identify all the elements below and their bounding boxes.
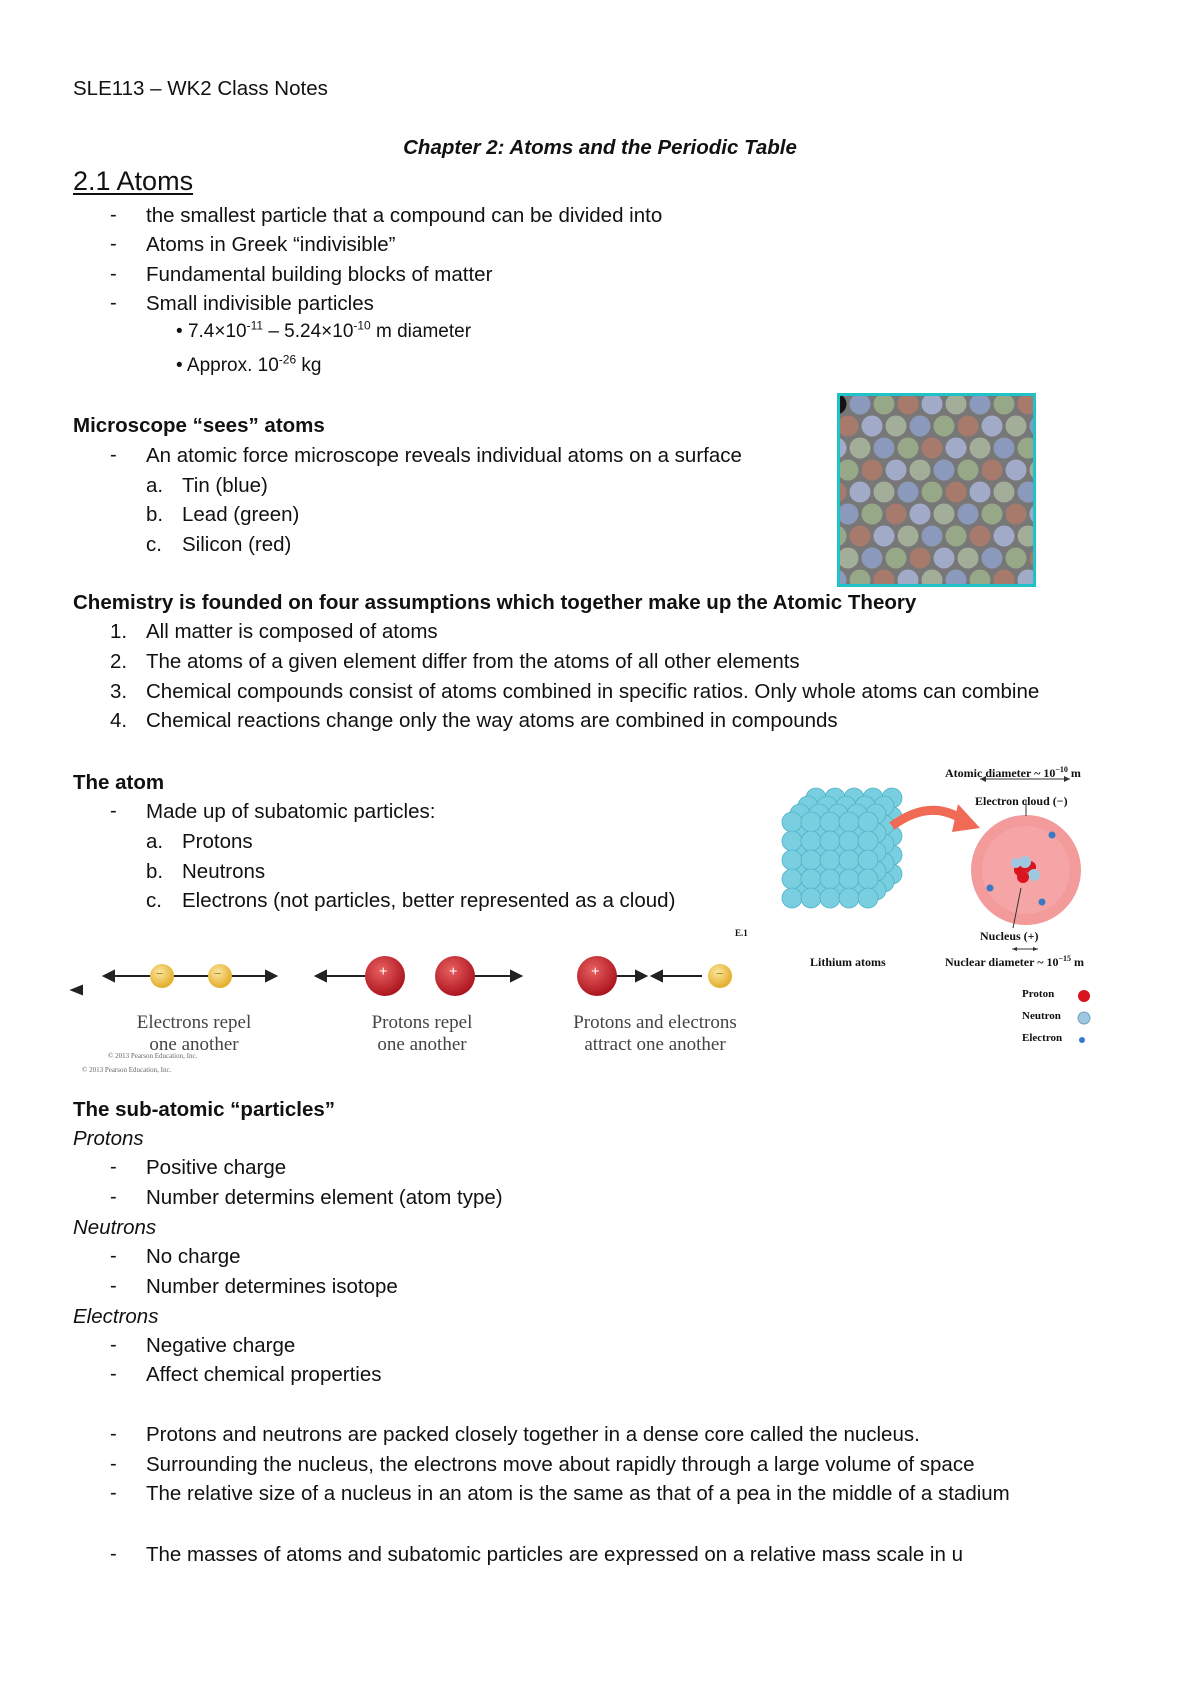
list-item: 2. The atoms of a given element differ from the atoms of all other elements bbox=[110, 650, 800, 673]
dash-marker: - bbox=[110, 444, 117, 466]
list-item: a. Tin (blue) bbox=[146, 474, 268, 497]
microscope-heading: Microscope “sees” atoms bbox=[73, 414, 325, 437]
list-item: Positive charge bbox=[146, 1156, 287, 1179]
electron-charge-label: − bbox=[716, 966, 724, 981]
neutron-mark bbox=[1011, 858, 1021, 868]
list-item: 1. All matter is composed of atoms bbox=[110, 620, 438, 643]
microscope-bullet: An atomic force microscope reveals individual atoms on a surface bbox=[146, 444, 742, 467]
list-item: Surrounding the nucleus, the electrons move about rapidly through a large volume of space bbox=[146, 1453, 975, 1476]
nuclear-diameter-label: Nuclear diameter ~ $10^{-15}$ m bbox=[945, 954, 1084, 969]
section-title: 2.1 Atoms bbox=[73, 166, 194, 196]
afm-atom-grid bbox=[840, 396, 1033, 584]
sub-bullet-mass: • Approx. $10^{-26}$ kg bbox=[176, 352, 322, 376]
legend-neutron-label: Neutron bbox=[1022, 1010, 1061, 1022]
dash-marker: - bbox=[110, 1156, 117, 1178]
electron-mark bbox=[1049, 832, 1056, 839]
subatomic-heading: The sub-atomic “particles” bbox=[73, 1098, 336, 1121]
protons-subheading: Protons bbox=[73, 1127, 144, 1150]
list-item: 4. Chemical reactions change only the way atoms are combined in compounds bbox=[110, 709, 838, 732]
list-item: b. Lead (green) bbox=[146, 503, 300, 526]
nucleus-label: Nucleus (+) bbox=[980, 929, 1039, 943]
dash-marker: - bbox=[110, 1543, 117, 1565]
copyright-note: © 2013 Pearson Education, Inc. bbox=[82, 1066, 172, 1074]
sub-bullet-diameter: • $7.4\times 10^{-11} - 5.24\times 10^{-10}$ m diameter bbox=[176, 318, 472, 342]
the-atom-heading: The atom bbox=[73, 771, 165, 794]
bullet-dot: • bbox=[176, 355, 183, 376]
list-item: a. Protons bbox=[146, 830, 253, 853]
list-item: b. Neutrons bbox=[146, 860, 266, 883]
electron-mark bbox=[987, 885, 994, 892]
dash-marker: - bbox=[110, 1186, 117, 1208]
list-item: The relative size of a nucleus in an atom is the same as that of a pea in the middle of a stadium bbox=[146, 1482, 1010, 1505]
electrons-subheading: Electrons bbox=[73, 1305, 159, 1328]
list-item: Protons and neutrons are packed closely together in a dense core called the nucleus. bbox=[146, 1423, 920, 1446]
dash-marker: - bbox=[110, 263, 117, 285]
proton-mark bbox=[1017, 871, 1029, 883]
dash-marker: - bbox=[110, 204, 117, 226]
copyright-note: © 2013 Pearson Education, Inc. bbox=[108, 1052, 198, 1060]
neutron-mark bbox=[1028, 869, 1040, 881]
atomic-theory-heading: Chemistry is founded on four assumptions which together make up the Atomic Theory bbox=[73, 591, 917, 614]
list-item: Atoms in Greek “indivisible” bbox=[146, 233, 396, 256]
caption-attract: Protons and electrons attract one another bbox=[573, 1012, 737, 1055]
electron-cloud-label: Electron cloud (−) bbox=[975, 794, 1068, 808]
legend-neutron-marker bbox=[1078, 1012, 1090, 1024]
list-item: No charge bbox=[146, 1245, 241, 1268]
legend-electron-marker bbox=[1079, 1037, 1085, 1043]
caption-protons-repel: Protons repel one another bbox=[371, 1012, 473, 1055]
dash-marker: - bbox=[110, 1334, 117, 1356]
list-item: 3. Chemical compounds consist of atoms combined in specific ratios. Only whole atoms can combine bbox=[110, 680, 1040, 703]
chapter-title: Chapter 2: Atoms and the Periodic Table bbox=[403, 136, 797, 159]
curved-arrow bbox=[892, 810, 963, 826]
list-item: Number determines isotope bbox=[146, 1275, 398, 1298]
legend-proton-marker bbox=[1078, 990, 1090, 1002]
legend-electron-label: Electron bbox=[1022, 1032, 1063, 1044]
list-item: Negative charge bbox=[146, 1334, 296, 1357]
neutrons-subheading: Neutrons bbox=[73, 1216, 157, 1239]
list-item: c. Electrons (not particles, better represented as a cloud) bbox=[146, 889, 676, 912]
list-item: Number determins element (atom type) bbox=[146, 1186, 503, 1209]
list-item: Affect chemical properties bbox=[146, 1363, 382, 1386]
figure-number: E.1 bbox=[735, 928, 748, 938]
bullet-dot: • bbox=[176, 321, 183, 342]
list-item: the smallest particle that a compound can be divided into bbox=[146, 204, 663, 227]
dash-marker: - bbox=[110, 1363, 117, 1385]
the-atom-bullet: Made up of subatomic particles: bbox=[146, 800, 436, 823]
caption-electrons-repel: Electrons repel one another bbox=[136, 1012, 252, 1055]
dash-marker: - bbox=[110, 1275, 117, 1297]
lithium-atoms-label: Lithium atoms bbox=[810, 955, 886, 969]
list-item: Fundamental building blocks of matter bbox=[146, 263, 493, 286]
lithium-atoms-cube bbox=[782, 788, 902, 908]
course-header: SLE113 – WK2 Class Notes bbox=[73, 77, 328, 100]
dash-marker: - bbox=[110, 1245, 117, 1267]
electron-mark bbox=[1039, 899, 1046, 906]
list-item: c. Silicon (red) bbox=[146, 533, 292, 556]
dash-marker: - bbox=[110, 1423, 117, 1445]
mass-scale-note: The masses of atoms and subatomic particles are expressed on a relative mass scale in u bbox=[146, 1543, 963, 1566]
electron-charge-label: − bbox=[214, 966, 222, 981]
list-item: Small indivisible particles bbox=[146, 292, 374, 315]
dash-marker: - bbox=[110, 1482, 117, 1504]
dash-marker: - bbox=[110, 233, 117, 255]
legend-proton-label: Proton bbox=[1022, 988, 1055, 1000]
dash-marker: - bbox=[110, 800, 117, 822]
proton-charge-label: + bbox=[591, 964, 600, 980]
proton-charge-label: + bbox=[449, 964, 458, 980]
electron-charge-label: − bbox=[156, 966, 164, 981]
afm-atoms-image bbox=[837, 393, 1036, 587]
dash-marker: - bbox=[110, 292, 117, 314]
proton-charge-label: + bbox=[379, 964, 388, 980]
atomic-diameter-label: Atomic diameter ~ $10^{-10}$ m bbox=[945, 765, 1081, 780]
dash-marker: - bbox=[110, 1453, 117, 1475]
